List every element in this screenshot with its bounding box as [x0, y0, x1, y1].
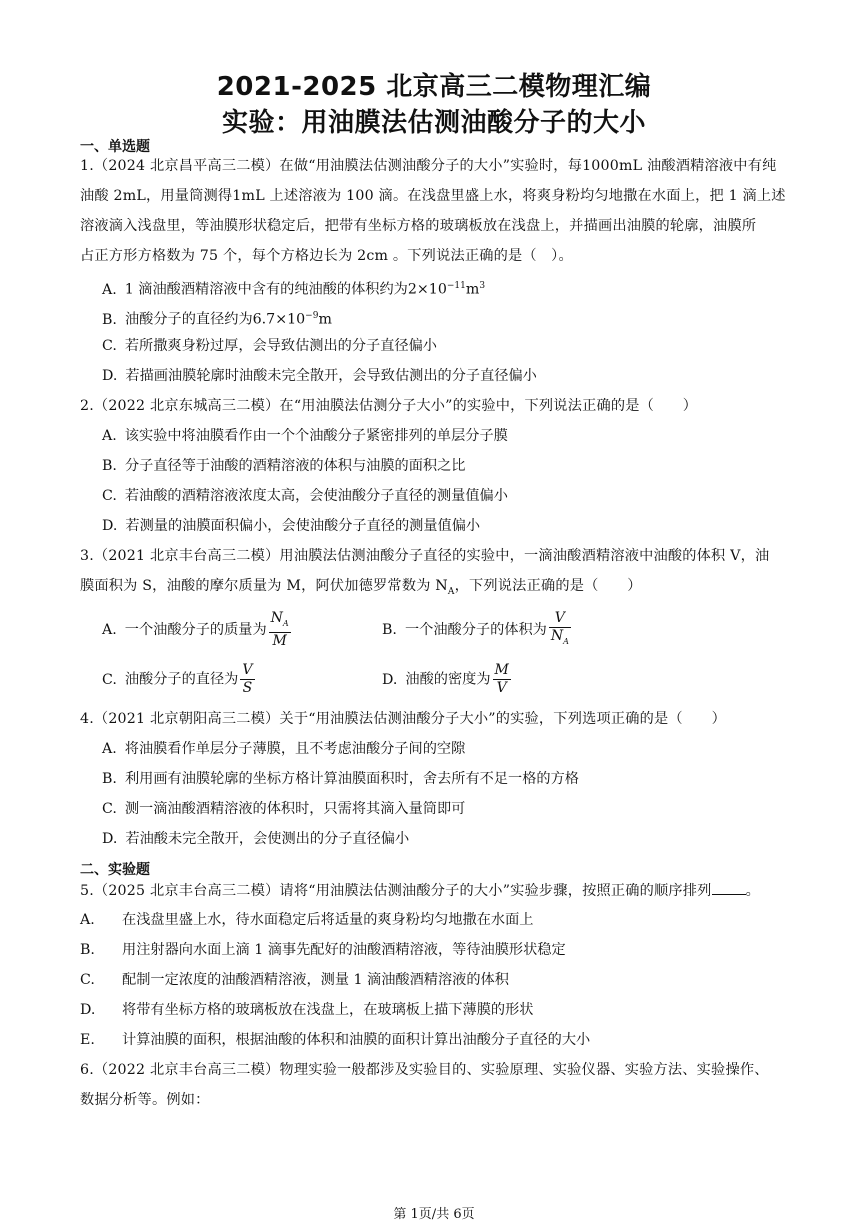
q5-stem-text: 5.（2025 北京丰台高三二模）请将“用油膜法估测油酸分子的大小”实验步骤，按照正确的顺序排列	[80, 883, 712, 899]
q5-step-e	[80, 1030, 590, 1050]
option-text: 油酸的密度为	[405, 671, 491, 688]
q1-option-a	[102, 276, 485, 300]
option-text: 油酸分子的直径约为	[124, 311, 253, 328]
step-text: 用注射器向水面上滴 1 滴事先配好的油酸酒精溶液，等待油膜形状稳定	[122, 942, 566, 958]
document-title-line2: 实验：用油膜法估测油酸分子的大小	[221, 108, 646, 138]
q3-stem-line2-end: ，下列说法正确的是（ ）	[454, 578, 642, 594]
option-label: C.	[102, 801, 117, 817]
step-label: C.	[80, 972, 95, 988]
option-label: D.	[102, 368, 118, 384]
q1-stem-line2: 油酸 2mL，用量筒测得1mL 上述溶液为 100 滴。在浅盘里盛上水，将爽身粉均匀地撒在水面上，把 1 滴上述	[80, 188, 786, 204]
q4-option-d	[102, 829, 409, 849]
q6-stem-line2: 数据分析等。例如：	[80, 1092, 210, 1108]
option-math-base: 6.7×10	[252, 311, 306, 328]
q2-option-c	[102, 486, 508, 506]
fraction-denominator: V	[496, 680, 507, 696]
option-label: D.	[382, 671, 398, 688]
q3-option-b	[382, 610, 571, 650]
fraction-denominator-sub: A	[563, 636, 569, 646]
q1-option-b	[102, 306, 332, 330]
fraction-numerator: V	[242, 662, 253, 678]
q1-stem-line3: 溶液滴入浅盘里，等油膜形状稳定后，把带有坐标方格的玻璃板放在浅盘上，并描画出油膜的轮廓，油膜所	[80, 218, 757, 234]
option-label: A.	[102, 428, 117, 444]
section-heading-single-choice: 一、单选题	[80, 139, 150, 155]
option-label: B.	[102, 458, 117, 474]
option-label: B.	[382, 621, 397, 638]
option-text: 一个油酸分子的质量为	[124, 621, 267, 638]
step-text: 将带有坐标方格的玻璃板放在浅盘上，在玻璃板上描下薄膜的形状	[122, 1002, 534, 1018]
option-text: 若测量的油膜面积偏小，会使油酸分子直径的测量值偏小	[125, 518, 481, 534]
option-text: 利用画有油膜轮廓的坐标方格计算油膜面积时，舍去所有不足一格的方格	[124, 771, 579, 787]
q3-option-c	[102, 662, 255, 697]
q3-stem-line2-text: 膜面积为 S，油酸的摩尔质量为 M，阿伏加德罗常数为 N	[80, 578, 448, 594]
option-text: 分子直径等于油酸的酒精溶液的体积与油膜的面积之比	[124, 458, 466, 474]
q1-option-d	[102, 366, 537, 386]
fraction	[240, 662, 254, 697]
q3-option-a	[102, 610, 291, 650]
option-math-unit-exp: 3	[479, 281, 486, 291]
fraction-numerator-sub: A	[282, 618, 289, 628]
option-label: D.	[102, 831, 118, 847]
q2-stem-line1: 2.（2022 北京东城高三二模）在“用油膜法估测分子大小”的实验中，下列说法正确的是（ ）	[80, 398, 698, 414]
option-text: 若油酸未完全散开，会使测出的分子直径偏小	[125, 831, 410, 847]
option-label: B.	[102, 771, 117, 787]
option-label: C.	[102, 488, 117, 504]
option-math-exp: −11	[446, 281, 466, 291]
fraction-numerator: M	[494, 662, 509, 678]
option-label: B.	[102, 311, 117, 328]
option-text: 若描画油膜轮廓时油酸未完全散开，会导致估测出的分子直径偏小	[125, 368, 537, 384]
q3-stem-line1: 3.（2021 北京丰台高三二模）用油膜法估测油酸分子直径的实验中，一滴油酸酒精溶液中油酸的体积 V，油	[80, 548, 770, 564]
q5-stem-line1	[80, 880, 800, 901]
q3-option-d	[382, 662, 511, 697]
option-label: A.	[102, 281, 117, 298]
step-text: 配制一定浓度的油酸酒精溶液，测量 1 滴油酸酒精溶液的体积	[122, 972, 509, 988]
fraction-numerator: V	[549, 610, 571, 628]
q4-stem-line1: 4.（2021 北京朝阳高三二模）关于“用油膜法估测油酸分子大小”的实验，下列选项正确的是（ ）	[80, 711, 726, 727]
step-label: B.	[80, 942, 95, 958]
q3-stem-line2-sub: A	[447, 586, 455, 597]
page-footer: 第 1页/共 6页	[393, 1207, 475, 1222]
fraction-denominator	[549, 628, 571, 650]
fraction	[549, 610, 571, 650]
option-text: 1 滴油酸酒精溶液中含有的纯油酸的体积约为	[124, 281, 408, 298]
answer-blank[interactable]	[712, 880, 746, 895]
option-text: 若油酸的酒精溶液浓度太高，会使油酸分子直径的测量值偏小	[124, 488, 508, 504]
option-math-unit: m	[465, 281, 480, 298]
option-math-exp: −9	[305, 311, 319, 321]
option-text: 油酸分子的直径为	[124, 671, 239, 688]
option-text: 将油膜看作单层分子薄膜，且不考虑油酸分子间的空隙	[124, 741, 466, 757]
option-label: C.	[102, 338, 117, 354]
q4-option-a	[102, 739, 465, 759]
q5-step-a	[80, 910, 533, 930]
step-label: E.	[80, 1032, 95, 1048]
q4-option-c	[102, 799, 465, 819]
q2-option-d	[102, 516, 480, 536]
q2-option-b	[102, 456, 465, 476]
section-heading-experiment: 二、实验题	[80, 862, 150, 878]
step-text: 计算油膜的面积，根据油酸的体积和油膜的面积计算出油酸分子直径的大小	[122, 1032, 591, 1048]
q3-stem-line2	[80, 576, 800, 602]
fraction-numerator-text: N	[270, 610, 283, 626]
q5-step-c	[80, 970, 509, 990]
fraction-denominator: M	[272, 632, 287, 649]
q5-stem-end: 。	[745, 883, 760, 899]
q6-stem-line1: 6.（2022 北京丰台高三二模）物理实验一般都涉及实验目的、实验原理、实验仪器、实验方法、实验操作、	[80, 1062, 769, 1078]
q5-step-d	[80, 1000, 533, 1020]
option-label: A.	[102, 621, 117, 638]
q1-stem-line1: 1.（2024 北京昌平高三二模）在做“用油膜法估测油酸分子的大小”实验时，每1000mL 油酸酒精溶液中有纯	[80, 158, 777, 174]
document-title-line1: 2021-2025 北京高三二模物理汇编	[216, 72, 652, 102]
option-math-unit: m	[318, 311, 332, 328]
fraction-denominator: S	[242, 680, 253, 696]
fraction-denominator-text: N	[550, 628, 564, 644]
q1-stem-line4: 占正方形方格数为 75 个，每个方格边长为 2cm 。下列说法正确的是（ ）。	[80, 248, 573, 264]
q4-option-b	[102, 769, 579, 789]
option-text: 该实验中将油膜看作由一个个油酸分子紧密排列的单层分子膜	[124, 428, 508, 444]
q2-option-a	[102, 426, 508, 446]
fraction	[269, 610, 291, 650]
step-label: A.	[80, 912, 95, 928]
option-text: 一个油酸分子的体积为	[404, 621, 547, 638]
fraction-numerator	[269, 610, 291, 633]
option-text: 测一滴油酸酒精溶液的体积时，只需将其滴入量筒即可	[124, 801, 466, 817]
q1-option-c	[102, 336, 437, 356]
fraction	[493, 662, 511, 697]
step-text: 在浅盘里盛上水，待水面稳定后将适量的爽身粉均匀地撒在水面上	[122, 912, 534, 928]
option-label: D.	[102, 518, 118, 534]
option-label: A.	[102, 741, 117, 757]
step-label: D.	[80, 1002, 96, 1018]
q5-step-b	[80, 940, 566, 960]
option-math-base: 2×10	[407, 281, 447, 298]
option-label: C.	[102, 671, 117, 688]
option-text: 若所撒爽身粉过厚，会导致估测出的分子直径偏小	[124, 338, 437, 354]
